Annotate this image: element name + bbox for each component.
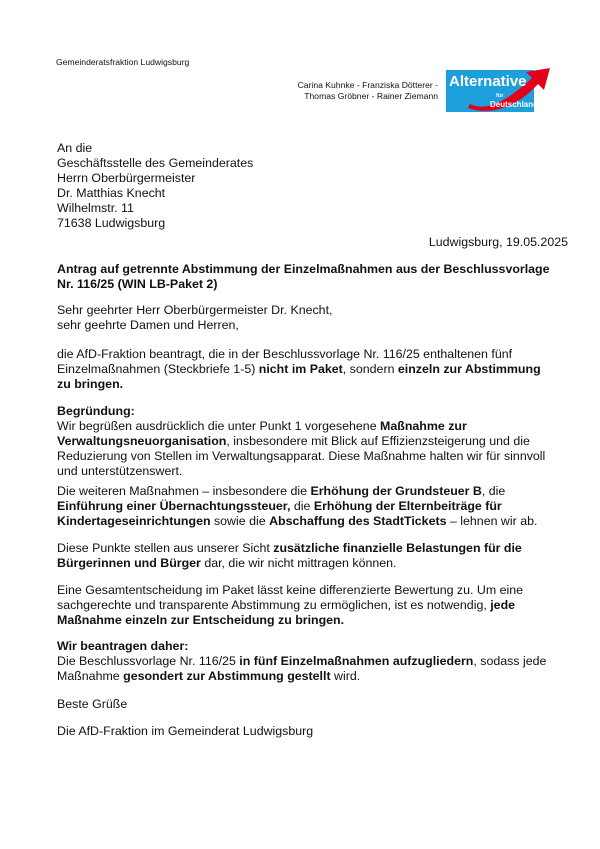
address-line: Wilhelmstr. 11 xyxy=(57,200,134,215)
emphasis: Kindertageseinrichtungen xyxy=(57,513,211,528)
overall-decision-paragraph xyxy=(57,583,577,628)
burden-paragraph xyxy=(57,541,577,571)
letter-date: Ludwigsburg, 19.05.2025 xyxy=(428,235,568,249)
salutation-line-2: sehr geehrte Damen und Herren, xyxy=(57,317,239,332)
members-line-2: Thomas Gröbner - Rainer Ziemann xyxy=(304,91,438,101)
emphasis: in fünf Einzelmaßnahmen aufzugliedern xyxy=(239,653,474,668)
text: , sondern xyxy=(342,361,398,376)
section-heading: Begründung: xyxy=(57,404,135,418)
svg-text:für: für xyxy=(496,93,504,99)
motion-paragraph xyxy=(57,639,577,684)
members-line-1: Carina Kuhnke - Franziska Dötterer - xyxy=(297,80,438,90)
svg-text:Alternative: Alternative xyxy=(449,73,527,90)
emphasis: Erhöhung der Elternbeiträge für xyxy=(313,498,502,513)
subject-line-2: Nr. 116/25 (WIN LB-Paket 2) xyxy=(57,276,218,291)
emphasis: Maßnahme zur xyxy=(380,418,467,433)
address-line: Geschäftsstelle des Gemeinderates xyxy=(57,155,254,170)
intro-paragraph xyxy=(57,347,577,392)
text: die AfD-Fraktion beantragt, die in der Beschlussvorlage Nr. 116/25 enthaltenen fünf xyxy=(57,347,513,361)
address-line: Herrn Oberbürgermeister xyxy=(57,170,196,185)
emphasis: jede xyxy=(490,597,516,612)
emphasis: einzeln zur Abstimmung xyxy=(397,361,541,376)
emphasis: zu bringen. xyxy=(57,376,124,391)
party-logo xyxy=(446,64,556,114)
text: Die weiteren Maßnahmen – insbesondere die xyxy=(57,484,311,498)
text: dar, die wir nicht mittragen können. xyxy=(200,555,397,570)
text: Eine Gesamtentscheidung im Paket lässt keine differenzierte Bewertung zu. Um eine xyxy=(57,583,524,597)
text: Diese Punkte stellen aus unserer Sicht xyxy=(57,541,274,555)
subject-line-1: Antrag auf getrennte Abstimmung der Einzelmaßnahmen aus der Beschlussvorlage xyxy=(57,262,550,276)
text: Einzelmaßnahmen (Steckbriefe 1-5) xyxy=(57,361,259,376)
emphasis: zusätzliche finanzielle Belastungen für die xyxy=(273,541,522,555)
emphasis: Einführung einer Übernachtungssteuer, xyxy=(57,498,291,513)
text: – lehnen wir ab. xyxy=(446,513,538,528)
text: und unterstützenswert. xyxy=(57,463,183,478)
text: , insbesondere mit Blick auf Effizienzsteigerung und die xyxy=(226,433,530,448)
text: Maßnahme xyxy=(57,668,124,683)
text: Die Beschlussvorlage Nr. 116/25 xyxy=(57,653,240,668)
rejected-measures-paragraph xyxy=(57,484,577,529)
emphasis: Maßnahme einzeln zur Entscheidung zu bringen. xyxy=(57,612,345,627)
address-line: Dr. Matthias Knecht xyxy=(57,185,166,200)
text: Wir begrüßen ausdrücklich die unter Punkt 1 vorgesehene xyxy=(57,418,381,433)
emphasis: Erhöhung der Grundsteuer B xyxy=(310,484,482,498)
emphasis: gesondert zur Abstimmung gestellt xyxy=(123,668,331,683)
subject-line xyxy=(57,262,577,292)
text: , die xyxy=(481,484,506,498)
council-members xyxy=(178,80,438,102)
reasoning-paragraph xyxy=(57,404,577,479)
text: sachgerechte und transparente Abstimmung zu ermöglichen, ist es notwendig, xyxy=(57,597,491,612)
closing: Beste Grüße xyxy=(57,697,128,711)
text: Reduzierung von Stellen im Verwaltungsapparat. Diese Maßnahme halten wir für sinnvoll xyxy=(57,448,546,463)
svg-text:Deutschland: Deutschland xyxy=(490,100,539,109)
text: , sodass jede xyxy=(473,653,547,668)
emphasis: Bürgerinnen und Bürger xyxy=(57,555,201,570)
signature: Die AfD-Fraktion im Gemeinderat Ludwigsburg xyxy=(57,724,314,738)
emphasis: Abschaffung des StadtTickets xyxy=(269,513,447,528)
emphasis: nicht im Paket xyxy=(258,361,343,376)
text: die xyxy=(290,498,314,513)
salutation-line-1: Sehr geehrter Herr Oberbürgermeister Dr. Knecht, xyxy=(57,303,333,317)
address-line: 71638 Ludwigsburg xyxy=(57,215,166,230)
recipient-address xyxy=(57,141,253,230)
address-line: An die xyxy=(57,141,93,155)
salutation xyxy=(57,303,332,333)
section-heading: Wir beantragen daher: xyxy=(57,639,189,653)
party-logo-graphic xyxy=(446,64,556,114)
faction-name: Gemeinderatsfraktion Ludwigsburg xyxy=(56,57,190,67)
text: wird. xyxy=(330,668,361,683)
text: sowie die xyxy=(210,513,270,528)
emphasis: Verwaltungsneuorganisation xyxy=(57,433,227,448)
